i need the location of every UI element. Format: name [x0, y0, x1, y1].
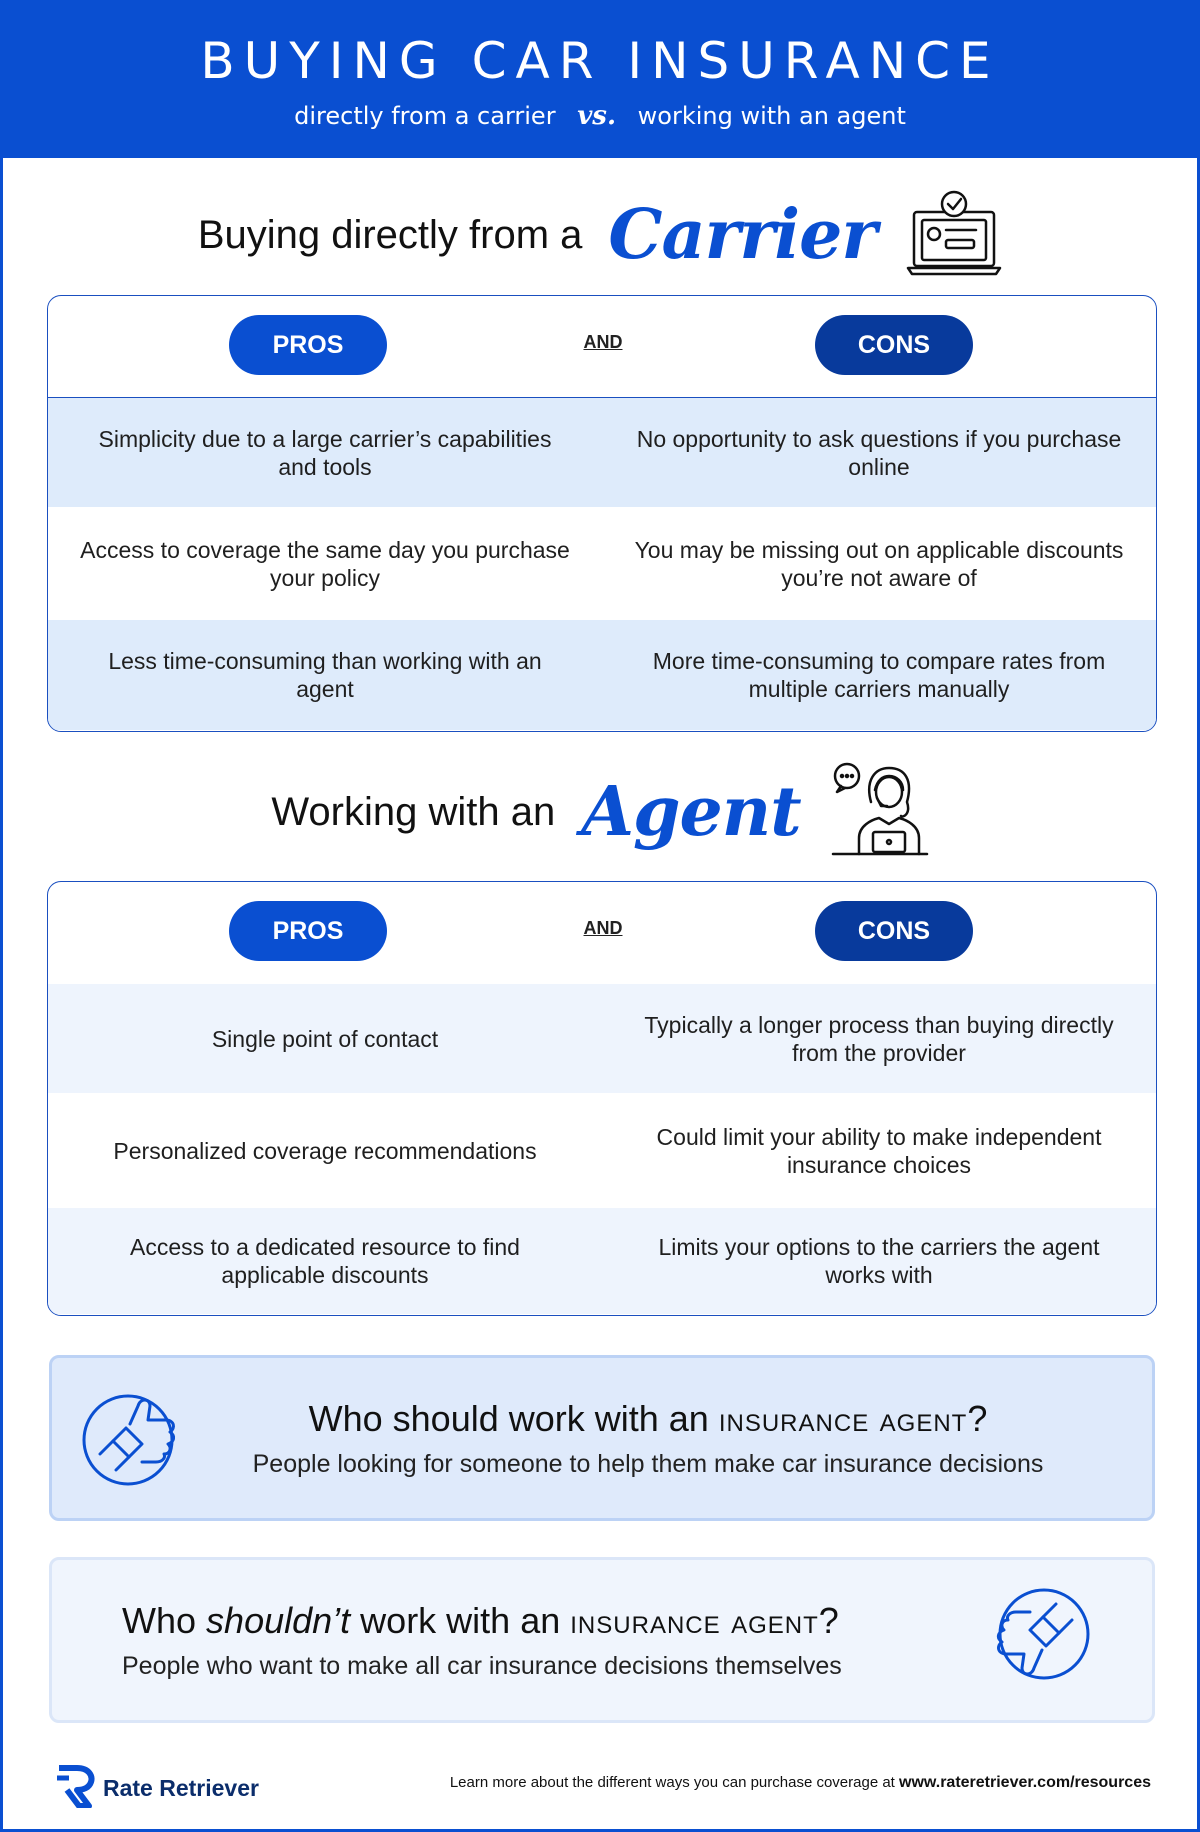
- carrier-row-1: [48, 398, 1156, 507]
- agent-and-label: AND: [583, 918, 623, 938]
- carrier-row-2: [48, 507, 1156, 620]
- agent-section-title: [3, 760, 1197, 864]
- agent-pro-2: Personalized coverage recommendations: [113, 1137, 537, 1164]
- agent-card-head: [48, 882, 1156, 984]
- who-should-answer: People looking for someone to help them make car insurance decisions: [252, 1450, 1044, 1478]
- agent-con-3: Limits your options to the carriers the agent works with: [658, 1234, 1100, 1288]
- agent-con-1: Typically a longer process than buying directly from the provider: [644, 1011, 1114, 1066]
- versus-label: vs.: [577, 101, 616, 131]
- who-shouldnt-question: [122, 1599, 988, 1644]
- who-should-box: [49, 1355, 1155, 1521]
- page-title: BUYING CAR INSURANCE: [200, 32, 1000, 90]
- carrier-con-3: More time-consuming to compare rates from multiple carriers manually: [652, 648, 1106, 702]
- subtitle: [3, 96, 1197, 136]
- rate-retriever-logo-icon: [55, 1764, 95, 1812]
- footer-url-link[interactable]: www.rateretriever.com/resources: [899, 1774, 1151, 1791]
- thumbs-up-icon: [80, 1384, 184, 1492]
- carrier-con-2: You may be missing out on applicable discounts you’re not aware of: [634, 536, 1124, 591]
- agent-headset-icon: [831, 762, 929, 862]
- agent-cons-pill: CONS: [815, 901, 973, 961]
- who-should-text: [184, 1397, 1152, 1479]
- agent-title-plain: Working with an: [271, 789, 556, 834]
- carrier-title-script: Carrier: [608, 195, 877, 275]
- agent-row-2: [48, 1093, 1156, 1208]
- who-should-q-suffix: ?: [967, 1398, 988, 1439]
- agent-con-2: Could limit your ability to make independent insurance choices: [656, 1123, 1102, 1178]
- laptop-checklist-icon: [906, 190, 1002, 280]
- brand-logo[interactable]: [55, 1764, 259, 1812]
- agent-rows: [48, 984, 1156, 1314]
- thumbs-down-icon: [988, 1586, 1092, 1694]
- agent-pro-1: Single point of contact: [211, 1025, 439, 1052]
- footer: [3, 1760, 1197, 1810]
- carrier-section-title: [3, 190, 1197, 280]
- footer-text: Learn more about the different ways you can purchase coverage at: [449, 1774, 895, 1791]
- who-shouldnt-q-start: Who: [122, 1600, 197, 1641]
- carrier-pro-1: Simplicity due to a large carrier’s capabilities and tools: [98, 425, 552, 480]
- who-shouldnt-q-mid: work with an: [360, 1600, 561, 1641]
- carrier-row-3: [48, 620, 1156, 730]
- subtitle-right: working with an agent: [637, 102, 906, 130]
- carrier-card-head: [48, 296, 1156, 398]
- agent-pros-pill: PROS: [229, 901, 387, 961]
- carrier-pros-pill: PROS: [229, 315, 387, 375]
- carrier-pro-3: Less time-consuming than working with an agent: [108, 648, 542, 702]
- who-shouldnt-answer: People who want to make all car insurance decisions themselves: [122, 1652, 842, 1680]
- agent-row-3: [48, 1208, 1156, 1314]
- who-should-q-prefix: Who should work with an: [308, 1398, 709, 1439]
- carrier-and-label: AND: [583, 332, 623, 352]
- carrier-pros-cons-card: [47, 295, 1157, 732]
- carrier-title-plain: Buying directly from a: [197, 212, 583, 257]
- who-should-question: [184, 1397, 1112, 1442]
- who-should-q-caps: insurance agent: [718, 1401, 968, 1439]
- agent-title-script: Agent: [581, 772, 801, 852]
- agent-pro-3: Access to a dedicated resource to find applicable discounts: [130, 1234, 520, 1288]
- who-shouldnt-q-caps: insurance agent: [570, 1603, 819, 1641]
- who-shouldnt-box: [49, 1557, 1155, 1723]
- carrier-cons-pill: CONS: [815, 315, 973, 375]
- who-shouldnt-text: [52, 1599, 988, 1681]
- carrier-pro-2: Access to coverage the same day you purchase your policy: [80, 536, 570, 591]
- header-banner: [3, 0, 1197, 158]
- footer-note: [450, 1774, 1151, 1792]
- carrier-rows: [48, 398, 1156, 730]
- carrier-con-1: No opportunity to ask questions if you purchase online: [636, 425, 1122, 480]
- who-shouldnt-q-em: shouldn’t: [206, 1600, 351, 1641]
- subtitle-left: directly from a carrier: [294, 102, 556, 130]
- agent-pros-cons-card: [47, 881, 1157, 1316]
- brand-name: Rate Retriever: [103, 1774, 259, 1801]
- who-shouldnt-q-suffix: ?: [818, 1600, 839, 1641]
- agent-row-1: [48, 984, 1156, 1093]
